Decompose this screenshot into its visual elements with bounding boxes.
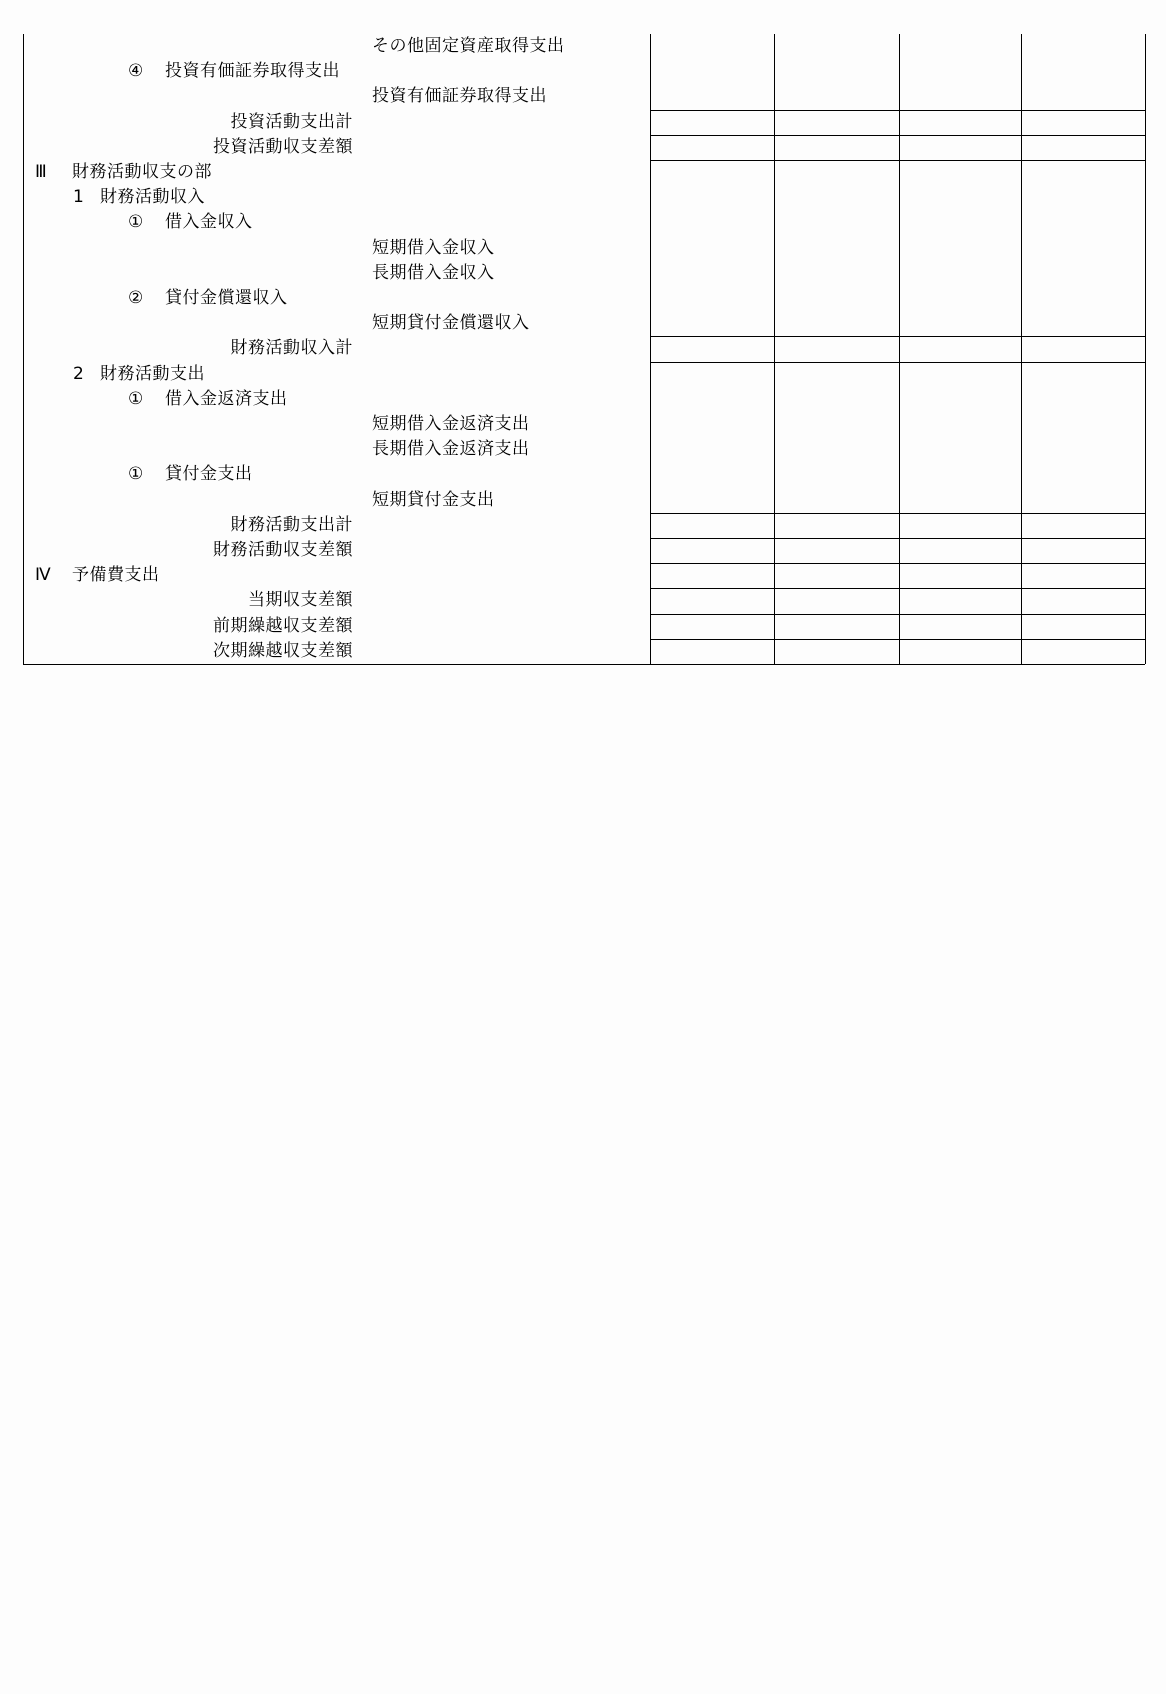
row-divider [650, 639, 1145, 640]
item-circled-number: ① [128, 212, 144, 233]
row-divider [650, 538, 1145, 539]
column-divider [1021, 34, 1022, 664]
row-divider [650, 160, 1145, 161]
table-bottom-border [23, 664, 1145, 665]
detail-account-label: 短期借入金収入 [372, 237, 495, 258]
column-divider [1145, 34, 1146, 664]
section-heading: 予備費支出 [72, 565, 160, 586]
column-divider [650, 34, 651, 664]
row-divider [650, 336, 1145, 337]
subsection-number: 2 [73, 363, 84, 384]
total-label: 投資活動支出計 [230, 111, 353, 132]
row-divider [650, 588, 1145, 589]
row-divider [650, 110, 1145, 111]
item-circled-number: ④ [128, 61, 144, 82]
section-numeral: Ⅳ [35, 565, 51, 586]
item-label: 借入金返済支出 [165, 388, 288, 409]
item-label: 貸付金償還収入 [165, 288, 288, 308]
total-label: 当期収支差額 [248, 590, 353, 611]
detail-account-label: 短期貸付金支出 [372, 489, 495, 510]
section-heading: 財務活動収支の部 [72, 162, 212, 182]
row-divider [650, 563, 1145, 564]
detail-account-label: その他固定資産取得支出 [372, 36, 565, 56]
row-divider [650, 614, 1145, 615]
total-label: 財務活動支出計 [230, 514, 353, 535]
table-left-border [23, 34, 24, 664]
section-numeral: Ⅲ [35, 162, 47, 182]
item-circled-number: ② [128, 288, 144, 308]
total-label: 前期繰越収支差額 [213, 615, 353, 636]
column-divider [774, 34, 775, 664]
detail-account-label: 短期貸付金償還収入 [372, 313, 530, 334]
total-label: 投資活動収支差額 [213, 136, 353, 157]
row-divider [650, 513, 1145, 514]
total-label: 次期繰越収支差額 [213, 640, 353, 661]
item-label: 借入金収入 [165, 212, 253, 233]
detail-account-label: 短期借入金返済支出 [372, 414, 530, 434]
detail-account-label: 投資有価証券取得支出 [372, 86, 547, 107]
total-label: 財務活動収支差額 [213, 540, 353, 560]
subsection-heading: 財務活動支出 [100, 363, 205, 384]
subsection-heading: 財務活動収入 [100, 187, 205, 208]
item-label: 貸付金支出 [165, 464, 253, 485]
detail-account-label: 長期借入金返済支出 [372, 439, 530, 460]
row-divider [650, 362, 1145, 363]
item-label: 投資有価証券取得支出 [165, 61, 340, 82]
row-divider [650, 135, 1145, 136]
column-divider [899, 34, 900, 664]
subsection-number: 1 [73, 187, 84, 208]
item-circled-number: ① [128, 388, 144, 409]
total-label: 財務活動収入計 [230, 338, 353, 359]
detail-account-label: 長期借入金収入 [372, 262, 495, 283]
item-circled-number: ① [128, 464, 144, 485]
